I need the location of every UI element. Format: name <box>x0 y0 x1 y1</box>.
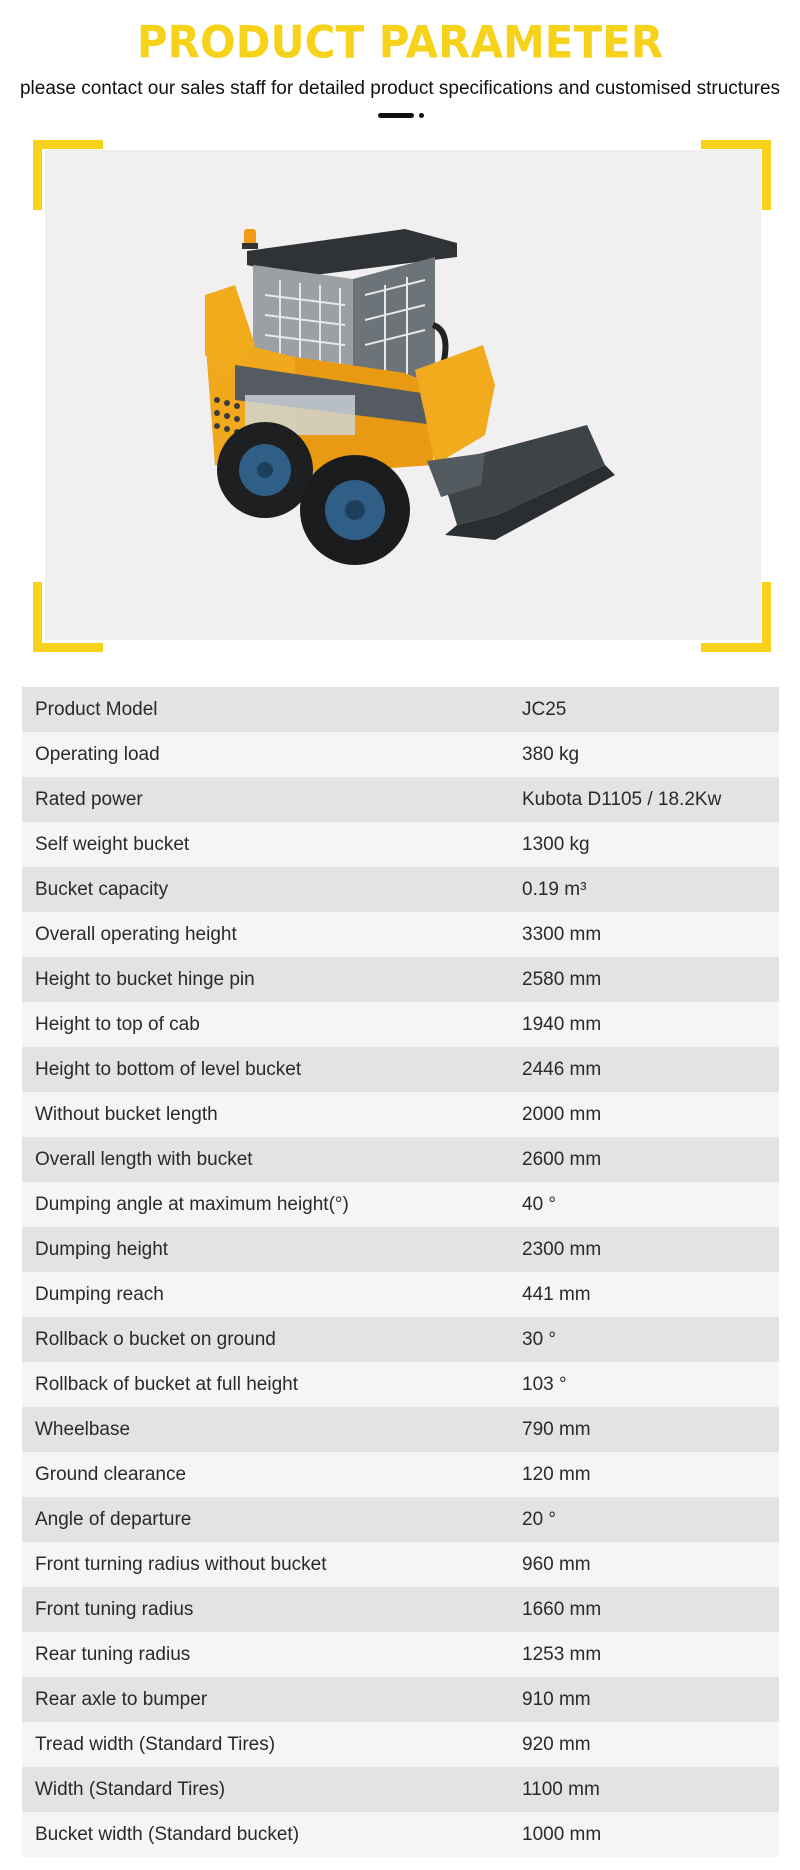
table-row <box>22 777 779 822</box>
table-row <box>22 1677 779 1722</box>
spec-value: 30 ° <box>522 1328 557 1350</box>
table-row <box>22 1497 779 1542</box>
spec-label: Tread width (Standard Tires) <box>35 1733 276 1755</box>
table-row <box>22 1722 779 1767</box>
spec-label: Dumping reach <box>35 1283 164 1305</box>
table-row <box>22 1407 779 1452</box>
title-divider <box>378 113 426 119</box>
spec-value: 1300 kg <box>522 833 590 855</box>
spec-value: 380 kg <box>522 743 580 765</box>
spec-label: Without bucket length <box>35 1103 218 1125</box>
spec-label: Overall length with bucket <box>35 1148 253 1170</box>
table-row <box>22 912 779 957</box>
page-subtitle: please contact our sales staff for detailed product specifications and customised structures <box>19 78 781 99</box>
spec-label: Bucket capacity <box>35 878 169 900</box>
spec-label: Front tuning radius <box>35 1598 194 1620</box>
table-row <box>22 1362 779 1407</box>
spec-value: 441 mm <box>522 1283 591 1305</box>
spec-label: Rollback of bucket at full height <box>35 1373 298 1395</box>
page-title: PRODUCT PARAMETER <box>136 16 664 69</box>
spec-label: Rear tuning radius <box>35 1643 191 1665</box>
table-row <box>22 1272 779 1317</box>
spec-value: 40 ° <box>522 1193 557 1215</box>
divider-dot <box>419 113 424 118</box>
table-row <box>22 1317 779 1362</box>
spec-value: 790 mm <box>522 1418 591 1440</box>
spec-value: 20 ° <box>522 1508 557 1530</box>
spec-value: 960 mm <box>522 1553 591 1575</box>
spec-label: Dumping height <box>35 1238 169 1260</box>
spec-value: 1253 mm <box>522 1643 602 1665</box>
spec-label: Ground clearance <box>35 1463 187 1485</box>
table-row <box>22 957 779 1002</box>
spec-label: Rollback o bucket on ground <box>35 1328 276 1350</box>
spec-label: Rated power <box>35 788 143 810</box>
table-row <box>22 1137 779 1182</box>
spec-value: Kubota D1105 / 18.2Kw <box>522 788 722 810</box>
spec-label: Height to bottom of level bucket <box>35 1058 302 1080</box>
spec-label: Angle of departure <box>35 1508 192 1530</box>
spec-label: Front turning radius without bucket <box>35 1553 327 1575</box>
spec-value: 1660 mm <box>522 1598 602 1620</box>
divider-bar <box>378 113 414 118</box>
spec-value: 120 mm <box>522 1463 591 1485</box>
table-row <box>22 1092 779 1137</box>
spec-label: Rear axle to bumper <box>35 1688 208 1710</box>
spec-value: 0.19 m³ <box>522 878 587 900</box>
spec-value: JC25 <box>522 698 567 720</box>
spec-value: 2000 mm <box>522 1103 602 1125</box>
spec-label: Width (Standard Tires) <box>35 1778 226 1800</box>
frame-corner-top-right <box>701 140 771 210</box>
skid-steer-loader-image <box>195 185 695 635</box>
spec-table <box>22 687 779 1857</box>
spec-value: 1100 mm <box>522 1778 600 1800</box>
frame-corner-bottom-left <box>33 582 103 652</box>
table-row <box>22 1542 779 1587</box>
spec-value: 1000 mm <box>522 1823 602 1845</box>
table-row <box>22 1812 779 1857</box>
spec-label: Self weight bucket <box>35 833 190 855</box>
frame-corner-top-left <box>33 140 103 210</box>
table-row <box>22 1452 779 1497</box>
frame-corner-bottom-right <box>701 582 771 652</box>
spec-label: Dumping angle at maximum height(°) <box>35 1193 349 1215</box>
spec-table-body <box>22 687 779 1857</box>
spec-value: 910 mm <box>522 1688 591 1710</box>
table-row <box>22 1587 779 1632</box>
spec-value: 2446 mm <box>522 1058 602 1080</box>
spec-label: Height to bucket hinge pin <box>35 968 255 990</box>
spec-label: Height to top of cab <box>35 1013 200 1035</box>
spec-value: 2300 mm <box>522 1238 602 1260</box>
table-row <box>22 1182 779 1227</box>
table-row <box>22 822 779 867</box>
spec-label: Wheelbase <box>35 1418 131 1440</box>
table-row <box>22 1632 779 1677</box>
spec-value: 103 ° <box>522 1373 567 1395</box>
spec-value: 920 mm <box>522 1733 591 1755</box>
spec-value: 2580 mm <box>522 968 602 990</box>
spec-label: Overall operating height <box>35 923 237 945</box>
table-row <box>22 687 779 732</box>
table-row <box>22 1047 779 1092</box>
spec-value: 3300 mm <box>522 923 602 945</box>
spec-label: Operating load <box>35 743 160 765</box>
table-row <box>22 1002 779 1047</box>
table-row <box>22 732 779 777</box>
table-row <box>22 867 779 912</box>
spec-value: 2600 mm <box>522 1148 602 1170</box>
table-row <box>22 1767 779 1812</box>
table-row <box>22 1227 779 1272</box>
spec-label: Product Model <box>35 698 158 720</box>
spec-label: Bucket width (Standard bucket) <box>35 1823 300 1845</box>
product-photo-frame <box>33 140 771 652</box>
product-photo <box>45 150 761 640</box>
spec-value: 1940 mm <box>522 1013 602 1035</box>
